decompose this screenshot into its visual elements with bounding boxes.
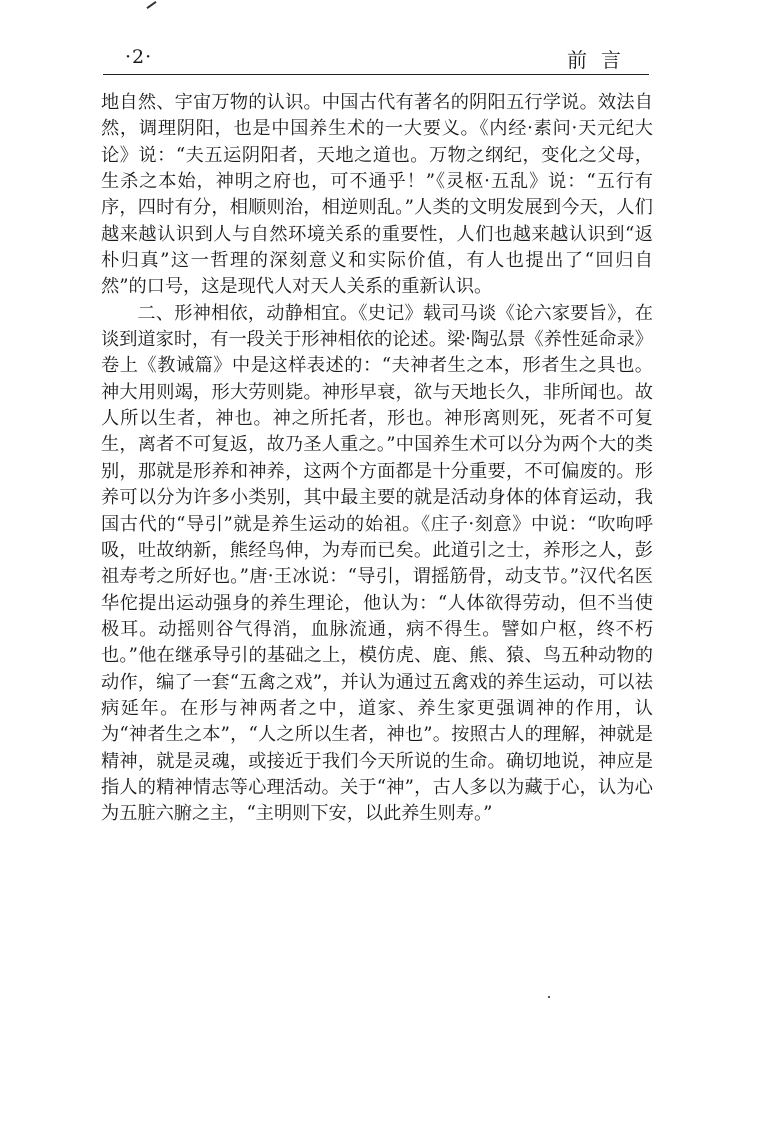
- page-header: [103, 40, 649, 74]
- paragraph-form-spirit: 二、形神相依，动静相宜。《史记》载司马谈《论六家要旨》，在谈到道家时，有一段关于形神相依的论述。梁·陶弘景《养性延命录》卷上《教诫篇》中是这样表述的：“夫神者生之本，形者生之具也。神大用则竭，形大劳则毙。神形早衰，欲与天地长久，非所闻也。故人所以生者，神也。神之所托者，形也。神形离则死，死者不可复生，离者不可复返，故乃圣人重之。”中国养生术可以分为两个大的类别，那就是形养和神养，这两个方面都是十分重要，不可偏废的。形养可以分为许多小类别，其中最主要的就是活动身体的体育运动，我国古代的“导引”就是养生运动的始祖。《庄子·刻意》中说：“吹呴呼吸，吐故纳新，熊经鸟伸，为寿而已矣。此道引之士，养形之人，彭祖寿考之所好也。”唐·王冰说：“导引，谓摇筋骨，动支节。”汉代名医华佗提出运动强身的养生理论，他认为：“人体欲得劳动，但不当使极耳。动摇则谷气得消，血脉流通，病不得生。譬如户枢，终不朽也。”他在继承导引的基础之上，模仿虎、鹿、熊、猿、鸟五种动物的动作，编了一套“五禽之戏”，并认为通过五禽戏的养生运动，可以祛病延年。在形与神两者之中，道家、养生家更强调神的作用，认为“神者生之本”，“人之所以生者，神也”。按照古人的理解，神就是精神，就是灵魂，或接近于我们今天所说的生命。确切地说，神应是指人的精神情志等心理活动。关于“神”，古人多以为藏于心，认为心为五脏六腑之主，“主明则下安，以此养生则寿。”: [101, 302, 653, 825]
- stray-mark: [146, 1, 156, 9]
- page-number: ·2·: [125, 46, 153, 68]
- header-rule: [103, 74, 649, 75]
- section-title: 前言: [567, 48, 635, 72]
- paragraph-continuation: 地自然、宇宙万物的认识。中国古代有著名的阴阳五行学说。效法自然，调理阴阳，也是中国养生术的一大要义。《内经·素问·天元纪大论》说：“夫五运阴阳者，天地之道也。万物之纲纪，变化之父母，生杀之本始，神明之府也，可不通乎！”《灵枢·五乱》说：“五行有序，四时有分，相顺则治，相逆则乱。”人类的文明发展到今天，人们越来越认识到人与自然环境关系的重要性，人们也越来越认识到“返朴归真”这一哲理的深刻意义和实际价值，有人也提出了“回归自然”的口号，这是现代人对天人关系的重新认识。: [101, 92, 653, 298]
- body-text: [101, 90, 653, 828]
- scan-speck: [548, 996, 550, 998]
